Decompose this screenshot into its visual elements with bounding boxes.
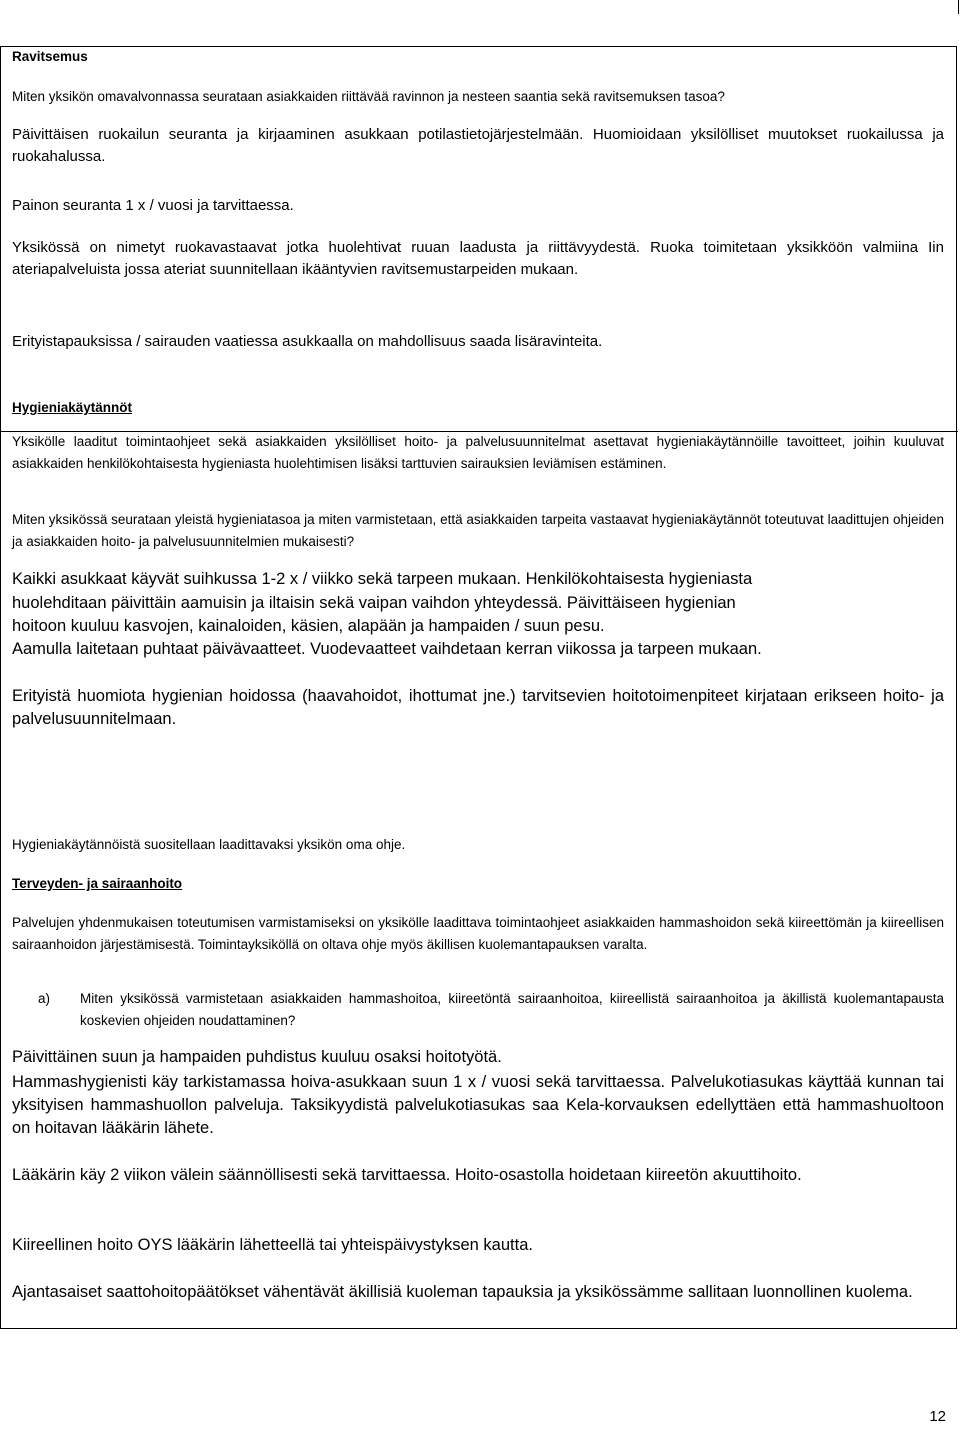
terveys-answer2: Hammashygienisti käy tarkistamassa hoiva-asukkaan suun 1 x / vuosi sekä tarvittaessa. Palvelukotiasukas käyttää kunnan tai yksityisen hammashuollon palveluja. Taksikyydistä palvelukotiasukas saa Kela-korvauksen edellyttäen että hammashuoltoon on hoitavan lääkärin lähete. — [12, 1073, 944, 1137]
hygienia-question: Miten yksikössä seurataan yleistä hygieniatasoa ja miten varmistetaan, että asiakkaiden tarpeita vastaavat hygieniakäytännöt toteutuvat laadittujen ohjeiden ja asiakkaiden hoito- ja palvelusuunnitelmien mukaisesti? — [12, 512, 944, 549]
hygienia-intro: Yksikölle laaditut toimintaohjeet sekä asiakkaiden yksilölliset hoito- ja palvelusuunnitelmat asettavat hygieniakäytännöille tavoitteet, joihin kuuluvat asiakkaiden henkilökohtaisesta hygieniasta huolehtimisen lisäksi tarttuvien sairauksien leviämisen estäminen. — [12, 434, 944, 471]
ravitsemus-para2: Painon seuranta 1 x / vuosi ja tarvittaessa. — [12, 197, 294, 214]
terveys-answer4: Kiireellinen hoito OYS lääkärin lähetteellä tai yhteispäivystyksen kautta. — [12, 1236, 533, 1254]
hygienia-answer1-line2: huolehditaan päivittäin aamuisin ja iltaisin sekä vaipan vaihdon yhteydessä. Päivittäiseen hygienian — [12, 594, 736, 612]
terveys-answer3: Lääkärin käy 2 viikon välein säännöllisesti sekä tarvittaessa. Hoito-osastolla hoidetaan kiireetön akuuttihoito. — [12, 1166, 802, 1184]
hygienia-recommendation: Hygieniakäytännöistä suositellaan laadittavaksi yksikön oma ohje. — [12, 837, 406, 852]
terveys-intro: Palvelujen yhdenmukaisen toteutumisen varmistamiseksi on yksikölle laadittava toimintaohjeet asiakkaiden hammashoidon sekä kiireettömän ja kiireellisen sairaanhoidon järjestämisestä. Toimintayksiköllä on oltava ohje myös äkillisen kuolemantapauksen varalta. — [12, 915, 944, 952]
ravitsemus-para1: Päivittäisen ruokailun seuranta ja kirjaaminen asukkaan potilastietojärjestelmään. Huomioidaan yksilölliset muutokset ruokailussa ja ruokahalussa. — [12, 126, 944, 165]
ravitsemus-heading: Ravitsemus — [12, 49, 88, 64]
hygienia-answer2: Erityistä huomiota hygienian hoidossa (haavahoidot, ihottumat jne.) tarvitsevien hoitotoimenpiteet kirjataan erikseen hoito- ja palvelusuunnitelmaan. — [12, 687, 944, 728]
terveys-question: Miten yksikössä varmistetaan asiakkaiden hammashoitoa, kiireetöntä sairaanhoitoa, kiireellistä sairaanhoitoa ja äkillistä kuolemantapausta koskevien ohjeiden noudattaminen? — [80, 991, 944, 1028]
hygienia-answer1-line1: Kaikki asukkaat käyvät suihkussa 1-2 x / viikko sekä tarpeen mukaan. Henkilökohtaisesta hygieniasta — [12, 570, 753, 588]
page-number: 12 — [929, 1408, 946, 1425]
question-list-marker: a) — [38, 991, 51, 1006]
hygienia-heading: Hygieniakäytännöt — [12, 400, 133, 415]
terveys-answer5: Ajantasaiset saattohoitopäätökset vähentävät äkillisiä kuoleman tapauksia ja yksikössämme sallitaan luonnollinen kuolema. — [12, 1283, 913, 1301]
top-frame-edge — [0, 0, 959, 14]
ravitsemus-question: Miten yksikön omavalvonnassa seurataan asiakkaiden riittävää ravinnon ja nesteen saantia sekä ravitsemuksen tasoa? — [12, 89, 725, 104]
ravitsemus-para4: Erityistapauksissa / sairauden vaatiessa asukkaalla on mahdollisuus saada lisäravinteita. — [12, 333, 603, 350]
terveys-heading: Terveyden- ja sairaanhoito — [12, 876, 183, 891]
terveys-answer1: Päivittäinen suun ja hampaiden puhdistus kuuluu osaksi hoitotyötä. — [12, 1048, 502, 1066]
hygienia-answer1-line4: Aamulla laitetaan puhtaat päivävaatteet. Vuodevaatteet vaihdetaan kerran viikossa ja tarpeen mukaan. — [12, 640, 762, 658]
hygienia-answer1-line3: hoitoon kuuluu kasvojen, kainaloiden, käsien, alapään ja hampaiden / suun pesu. — [12, 617, 605, 635]
ravitsemus-para3: Yksikössä on nimetyt ruokavastaavat jotka huolehtivat ruuan laadusta ja riittävyydestä. Ruoka toimitetaan yksikköön valmiina Iin ateriapalveluista jossa ateriat suunnitellaan ikääntyvien ravitsemustarpeiden mukaan. — [12, 239, 944, 278]
